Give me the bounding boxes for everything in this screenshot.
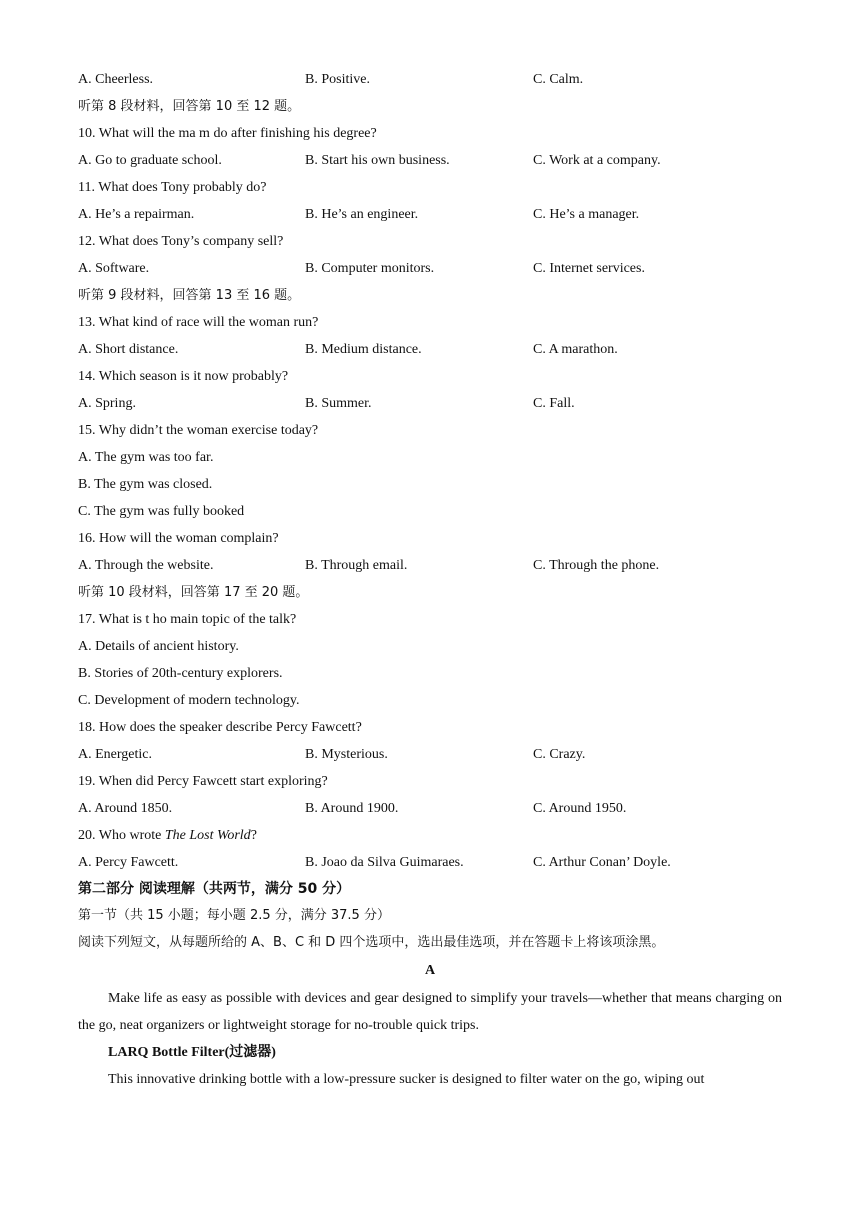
passage-a-label: A [424,963,436,978]
q12-option-c: C. Internet services. [533,261,645,276]
q18-option-b: B. Mysterious. [305,747,388,762]
product-heading-larq: LARQ Bottle Filter(过滤器) [108,1045,276,1060]
q20-option-b: B. Joao da Silva Guimaraes. [305,855,464,870]
q17-stem: 17. What is t ho main topic of the talk? [78,612,297,627]
q9-option-b: B. Positive. [305,72,370,87]
q20-option-a: A. Percy Fawcett. [78,855,179,870]
q17-option-b: B. Stories of 20th-century explorers. [78,666,283,681]
passage-10-instruction: 听第 10 段材料，回答第 17 至 20 题。 [78,585,309,600]
q11-option-a: A. He’s a repairman. [78,207,195,222]
passage-a-paragraph-1: Make life as easy as possible with devices and gear designed to simplify your travels—whether that means charging on the go, neat organizers or lightweight storage for no-trouble quick trips. [78,991,782,1033]
q15-stem: 15. Why didn’t the woman exercise today? [78,423,319,438]
q18-stem: 18. How does the speaker describe Percy Fawcett? [78,720,362,735]
q13-stem: 13. What kind of race will the woman run? [78,315,319,330]
q18-option-a: A. Energetic. [78,747,152,762]
q19-stem: 19. When did Percy Fawcett start exploring? [78,774,328,789]
passage-9-instruction: 听第 9 段材料，回答第 13 至 16 题。 [78,288,301,303]
q11-stem: 11. What does Tony probably do? [78,180,267,195]
q15-option-a: A. The gym was too far. [78,450,214,465]
q16-option-c: C. Through the phone. [533,558,660,573]
q14-stem: 14. Which season is it now probably? [78,369,289,384]
q20-book-title: The Lost World [164,828,251,843]
q16-option-b: B. Through email. [305,558,408,573]
q19-option-a: A. Around 1850. [78,801,173,816]
q19-option-b: B. Around 1900. [305,801,399,816]
q13-option-c: C. A marathon. [533,342,618,357]
q20-option-c: C. Arthur Conan’ Doyle. [533,855,671,870]
q13-option-a: A. Short distance. [78,342,179,357]
q17-option-a: A. Details of ancient history. [78,639,239,654]
q10-stem: 10. What will the ma m do after finishing his degree? [78,126,377,141]
passage-8-instruction: 听第 8 段材料，回答第 10 至 12 题。 [78,99,301,114]
q17-option-c: C. Development of modern technology. [78,693,300,708]
q12-option-a: A. Software. [78,261,150,276]
q16-stem: 16. How will the woman complain? [78,531,279,546]
q14-option-c: C. Fall. [533,396,575,411]
q15-option-c: C. The gym was fully booked [78,504,245,519]
q20-stem [78,827,257,845]
q11-option-b: B. He’s an engineer. [305,207,419,222]
reading-instructions: 阅读下列短文，从每题所给的 A、B、C 和 D 四个选项中，选出最佳选项，并在答题卡上将该项涂黑。 [78,935,665,950]
q19-option-c: C. Around 1950. [533,801,627,816]
q10-option-c: C. Work at a company. [533,153,661,168]
q14-option-b: B. Summer. [305,396,372,411]
passage-a-paragraph-2: This innovative drinking bottle with a low-pressure sucker is designed to filter water on the go, wiping out [108,1072,705,1087]
q9-option-c: C. Calm. [533,72,584,87]
q16-option-a: A. Through the website. [78,558,214,573]
q11-option-c: C. He’s a manager. [533,207,640,222]
q15-option-b: B. The gym was closed. [78,477,213,492]
q14-option-a: A. Spring. [78,396,136,411]
q10-option-b: B. Start his own business. [305,153,450,168]
q10-option-a: A. Go to graduate school. [78,153,222,168]
section-1-heading: 第一节（共 15 小题；每小题 2.5 分，满分 37.5 分） [78,908,390,923]
q12-option-b: B. Computer monitors. [305,261,435,276]
q12-stem: 12. What does Tony’s company sell? [78,234,284,249]
part-2-title: 第二部分 阅读理解（共两节，满分 50 分） [78,881,351,897]
q18-option-c: C. Crazy. [533,747,586,762]
q13-option-b: B. Medium distance. [305,342,422,357]
q20-stem-prefix: 20. Who wrote [78,828,165,843]
q20-stem-suffix: ? [250,828,257,843]
q9-option-a: A. Cheerless. [78,72,154,87]
